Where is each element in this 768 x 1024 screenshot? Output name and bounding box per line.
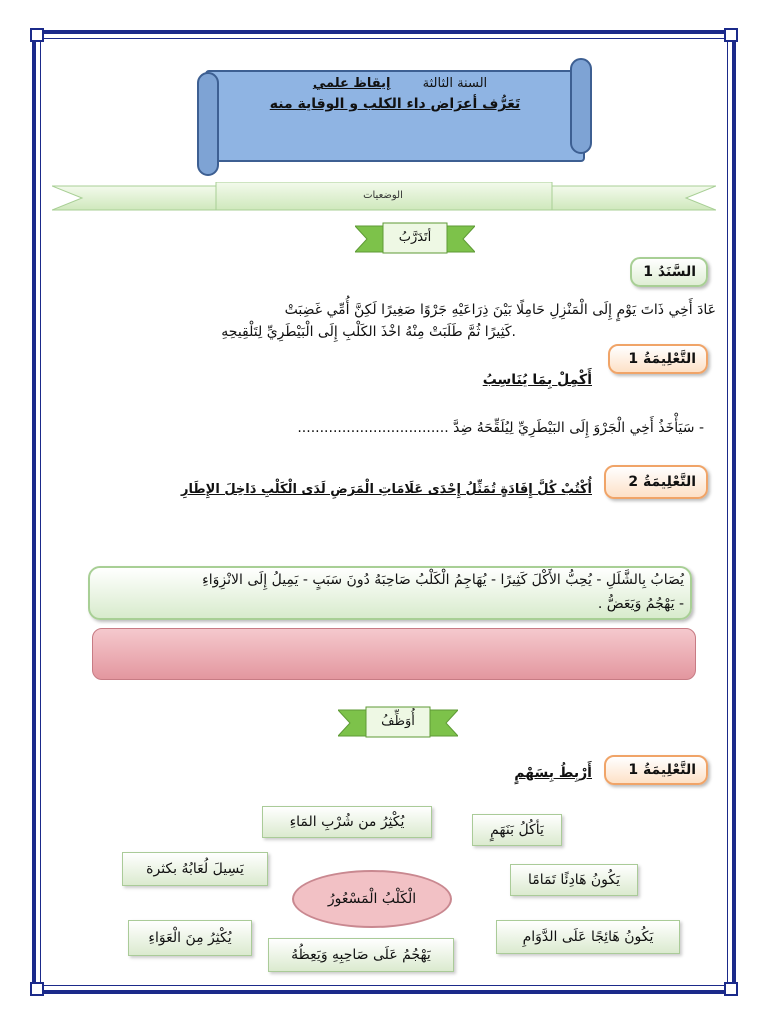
answer-frame[interactable] [92, 628, 696, 680]
support-tab: السَّنَدُ 1 [630, 257, 708, 287]
card-drools[interactable]: يَسِيلَ لُعَابُهُ بكثرة [122, 852, 268, 886]
card-agitated[interactable]: يَكُونُ هَائِجًا عَلَى الدَّوَامِ [496, 920, 680, 954]
apply-task-tab: التَّعْلِيمَةُ 1 [604, 755, 708, 785]
section-banner: الوضعيات [363, 190, 403, 201]
border-corner [724, 982, 738, 996]
card-calm[interactable]: يَكُونُ هَادِئًا تَمَامًا [510, 864, 638, 896]
card-barks[interactable]: يُكْثِرُ مِنَ الْعَوَاءِ [128, 920, 252, 956]
card-eats[interactable]: يَأكُلُ بَنَهَمٍ [472, 814, 562, 846]
scroll-roll-left [197, 72, 219, 176]
border-corner [30, 982, 44, 996]
support-text-line1: عَادَ أَخِي ذَاتَ يَوْمٍ إِلَى الْمَنْزِلِ حَامِلًا بَيْنَ ذِرَاعَيْهِ جَرْوًا صَغِيرًا لَكِنَّ أُمِّي غَضِبَتْ [284, 302, 716, 318]
task1-tab: التَّعْلِيمَةُ 1 [608, 344, 708, 374]
header-line [250, 76, 550, 91]
card-drinks[interactable]: يُكْثِرُ من شُرْبِ المَاءِ [262, 806, 432, 838]
support-text-line2: .كَثِيرًا ثُمَّ طَلَبَتْ مِنْهُ اخْذَ الكَلْبِ إِلَى الْبَيْطَرِيِّ لِتَلْقِيحِهِ [221, 324, 516, 340]
statements-line1: يُصَابُ بِالشَّلَلِ - يُحِبُّ الأَكْلَ كَثِيرًا - يُهَاجِمُ الْكَلْبُ صَاحِبَهُ دُونَ سَبَبٍ - يَمِيلُ إِلَى الانْزِوَاءِ [202, 572, 684, 588]
border-corner [724, 28, 738, 42]
card-attacks[interactable]: يَهْجُمُ عَلَى صَاحِبِهِ وَيَعِظُهُ [268, 938, 454, 972]
border-corner [30, 28, 44, 42]
year-label: السنة الثالثة [422, 76, 488, 91]
apply-task-instruction: أَرْبِطُ بِسَهْمٍ [514, 765, 592, 781]
page-border-inner [40, 38, 728, 986]
center-rabid-dog: الْكَلْبُ الْمَسْعُورُ [292, 870, 452, 928]
lesson-title: تَعَرُّف أعرَاض داء الكلب و الوقاية منه [269, 96, 521, 112]
subject-label: إيقاظ علمي [312, 76, 391, 91]
training-ribbon-label: أتَدَرَّبُ [398, 230, 432, 245]
scroll-roll-right [570, 58, 592, 154]
task2-instruction: أُكْتُبْ كُلَّ إِفَادَةٍ تُمَثِّلُ إِحْدَى عَلَامَاتِ الْمَرَضِ لَدَى الْكَلْبِ دَاخِلَ الإِطَارِ [181, 482, 592, 497]
apply-ribbon-label: أُوَظِّفُ [381, 714, 415, 729]
statements-line2: - يَهْجُمُ وَيَعَضُّ . [597, 596, 684, 612]
task1-instruction: أَكْمِلْ بِمَا يُنَاسِبُ [482, 372, 592, 388]
task2-tab: التَّعْلِيمَةُ 2 [604, 465, 708, 499]
task1-sentence: - سَيَأْخَذُ أَخِي الْجَرْوَ إِلَى البَيْطَرِيِّ لِيُلَقِّحَهُ ضِدَّ .................................. [297, 420, 704, 436]
